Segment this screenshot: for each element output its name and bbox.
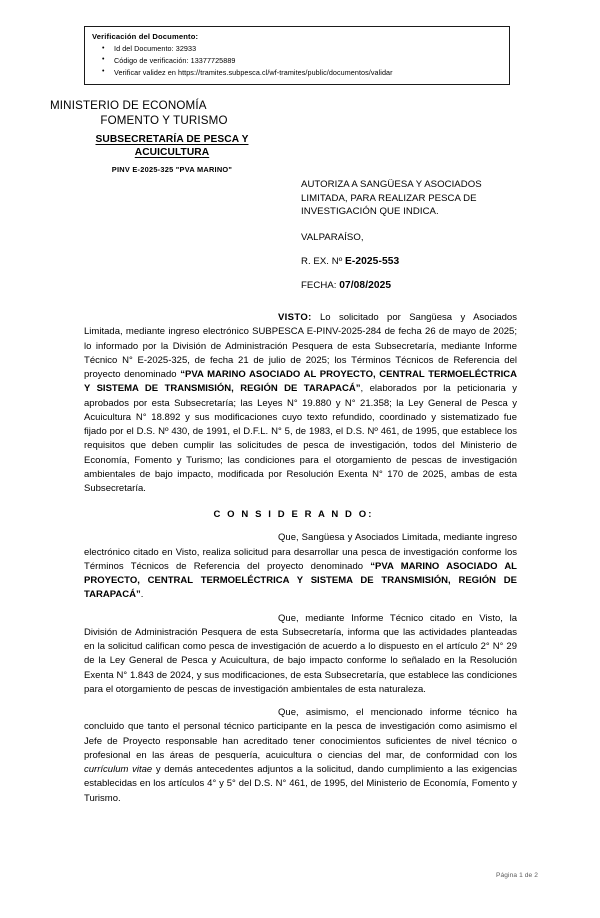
bullet-icon: • bbox=[102, 68, 105, 76]
project-name-1: “PVA MARINO ASOCIADO AL PROYECTO, CENTRAL TERMOELÉCTRICA Y SISTEMA DE TRANSMISIÓN, REGIÓN DE TARAPACÁ” bbox=[84, 369, 517, 395]
visto-label: VISTO: bbox=[278, 312, 312, 323]
verification-url: Verificar validez en https://tramites.subpesca.cl/wf-tramites/public/documentos/validar bbox=[114, 67, 393, 77]
considerando-3-text-b: y demás antecedentes adjuntos a la solicitud, dando cumplimiento a las exigencias establecidas en los artículos 4° y 5° del D.S. N° 461, de 1995, del Ministerio de Economía, Fomento y Turismo. bbox=[84, 764, 517, 804]
ministry-name-line1: MINISTERIO DE ECONOMÍA bbox=[50, 99, 207, 112]
page-footer: Página 1 de 2 bbox=[496, 872, 538, 879]
document-body bbox=[84, 311, 517, 815]
ministry-name-line2: FOMENTO Y TURISMO bbox=[100, 114, 228, 128]
considerando-1-text-b: . bbox=[140, 589, 144, 601]
resolution-header bbox=[301, 178, 523, 291]
visto-text-a: Lo solicitado por Sangüesa y Asociados Limitada, mediante ingreso electrónico SUBPESCA E-PINV-2025-284 de fecha 26 de mayo de 2025; lo informado por la División de Administración Pesquera de esta Subsecretaría, mediante Informe Técnico N° E-2025-325, de fecha 21 de julio de 2025; los Términos Técnicos de Referencia del proyecto denominado bbox=[84, 312, 517, 380]
curriculum-vitae-italic: currículum vitae bbox=[84, 764, 153, 775]
bullet-icon: • bbox=[102, 44, 105, 52]
subsecretaria-line1: SUBSECRETARÍA DE PESCA Y bbox=[95, 133, 249, 145]
subsecretaria-line2: ACUICULTURA bbox=[134, 147, 210, 159]
visto-text-b: , elaborados por la peticionaria y aprobados por esta Subsecretaría; las Leyes N° 19.880 y N° 21.358; la Ley General de Pesca y Acuicultura N° 18.892 y sus modificaciones cuyo texto refundido, coordinado y sistematizado fue fijado por el D.S. Nº 430, de 1991, el D.F.L. N° 5, de 1983, el D.S. Nº 461, de 1995, que establece los requisitos que deben cumplir las solicitudes de pesca de investigación, todos del Ministerio de Economía, Fomento y Turismo; las condiciones para el otorgamiento de pescas de investigación ambientales de bajo impacto, modificada por Resolución Exenta N° 170 de 2025, ambas de esta Subsecretaría. bbox=[84, 383, 517, 494]
considerando-heading: C O N S I D E R A N D O: bbox=[213, 509, 374, 521]
considerando-paragraph-2 bbox=[84, 612, 517, 698]
verification-title: Verificación del Documento: bbox=[92, 32, 199, 41]
resolution-city: VALPARAÍSO, bbox=[301, 231, 364, 243]
resolution-number bbox=[301, 256, 523, 267]
project-code: PINV E-2025-325 "PVA MARINO" bbox=[111, 165, 233, 175]
resolution-number-label: R. EX. Nº bbox=[301, 255, 345, 267]
project-name-2: “PVA MARINO ASOCIADO AL PROYECTO, CENTRAL TERMOELÉCTRICA Y SISTEMA DE TRANSMISIÓN, REGIÓN DE TARAPACÁ” bbox=[84, 560, 517, 601]
verification-document-id: Id del Documento: 32933 bbox=[114, 44, 197, 54]
bullet-icon: • bbox=[102, 56, 105, 64]
considerando-2-text: Que, mediante Informe Técnico citado en Visto, la División de Administración Pesquera de esta Subsecretaría, informa que las actividades planteadas en la solicitud califican como pesca de investigación de acuerdo a lo dispuesto en el artículo 2° N° 29 de la Ley General de Pesca y Acuicultura, de bajo impacto conforme lo señalado en la Resolución Exenta N° 1.843 de 2024, y sus modificaciones, de esta Subsecretaría, que establece las condiciones para el otorgamiento de pescas de investigación ambientales de esta naturaleza. bbox=[84, 612, 517, 695]
resolution-date-label: FECHA: bbox=[301, 279, 340, 291]
subsecretaria-heading bbox=[46, 133, 298, 161]
resolution-date bbox=[301, 280, 523, 291]
list-item bbox=[102, 67, 502, 79]
visto-paragraph bbox=[84, 311, 517, 496]
list-item bbox=[102, 55, 502, 67]
verification-code: Código de verificación: 13377725889 bbox=[114, 55, 236, 65]
verification-list bbox=[92, 43, 502, 78]
document-verification-box bbox=[84, 26, 510, 85]
considerando-paragraph-3 bbox=[84, 706, 517, 806]
considerando-1-text-a: Que, Sangüesa y Asociados Limitada, mediante ingreso electrónico citado en Visto, realiza solicitud para desarrollar una pesca de investigación conforme los Términos Técnicos de Referencia del proyecto denominado bbox=[84, 532, 517, 572]
considerando-3-text-a: Que, asimismo, el mencionado informe técnico ha concluido que tanto el personal técnico participante en la pesca de investigación como asimismo el Jefe de Proyecto responsable han acreditado tener conocimientos suficientes de nivel técnico o profesional en las áreas de pesquería, acuicultura o ciencias del mar, de conformidad con los bbox=[84, 707, 517, 761]
list-item bbox=[102, 43, 502, 55]
resolution-subject: AUTORIZA A SANGÜESA Y ASOCIADOS LIMITADA, PARA REALIZAR PESCA DE INVESTIGACIÓN QUE INDICA. bbox=[301, 179, 482, 218]
resolution-number-value: E-2025-553 bbox=[345, 255, 400, 267]
resolution-date-value: 07/08/2025 bbox=[339, 279, 392, 291]
considerando-paragraph-1 bbox=[84, 531, 517, 602]
letterhead bbox=[46, 98, 298, 174]
